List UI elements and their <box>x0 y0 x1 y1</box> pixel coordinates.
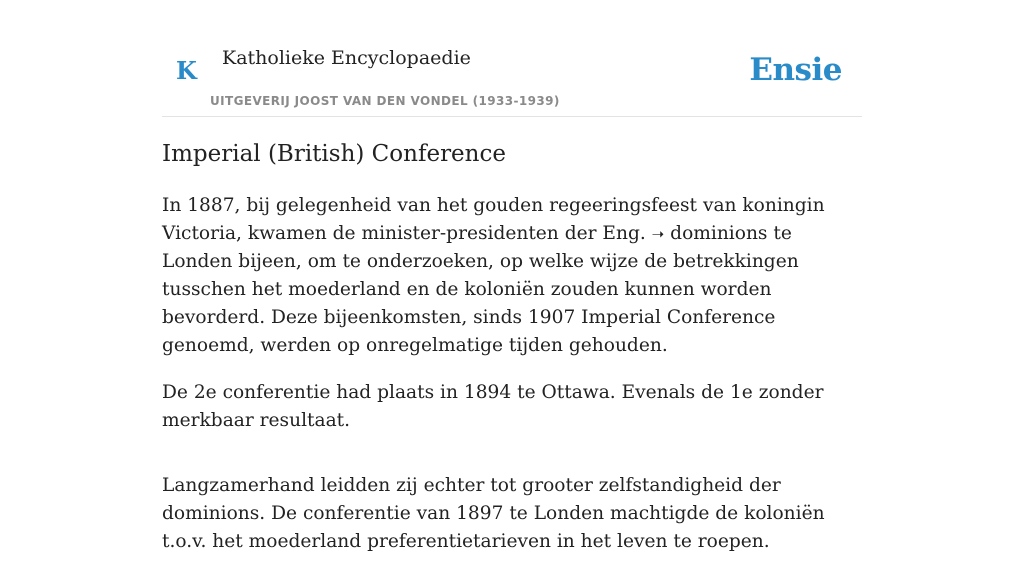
article-title: Imperial (British) Conference <box>162 141 506 167</box>
site-title-link[interactable]: Katholieke Encyclopaedie <box>222 47 471 69</box>
article-body <box>162 192 852 575</box>
paragraph-text: dominions te Londen bijeen, om te onderzoeken, op welke wijze de betrekkingen tusschen het moederland en de koloniën zouden kunnen worden bevorderd. Deze bijeenkomsten, sinds 1907 Imperial Conference genoemd, werden op onregelmatige tijden gehouden. <box>162 223 799 356</box>
site-logo-icon[interactable]: K <box>176 56 197 85</box>
article-paragraph: Langzamerhand leidden zij echter tot grooter zelfstandigheid der dominions. De conferentie van 1897 te Londen machtigde de koloniën t.o.v. het moederland preferentietarieven in het leven te roepen. <box>162 475 825 552</box>
article-paragraph <box>162 192 852 360</box>
publisher-subtitle: UITGEVERIJ JOOST VAN DEN VONDEL (1933-1939) <box>210 94 560 108</box>
cross-reference-arrow-icon[interactable]: ➝ <box>651 225 665 243</box>
paragraph-text: In 1887, bij gelegenheid van het gouden regeeringsfeest van koningin Victoria, kwamen de minister-presidenten der Eng. <box>162 195 825 244</box>
article-paragraph: De 2e conferentie had plaats in 1894 te Ottawa. Evenals de 1e zonder merkbaar resultaat. <box>162 382 824 431</box>
ensie-brand-link[interactable]: Ensie <box>749 52 842 88</box>
site-header <box>162 0 862 117</box>
